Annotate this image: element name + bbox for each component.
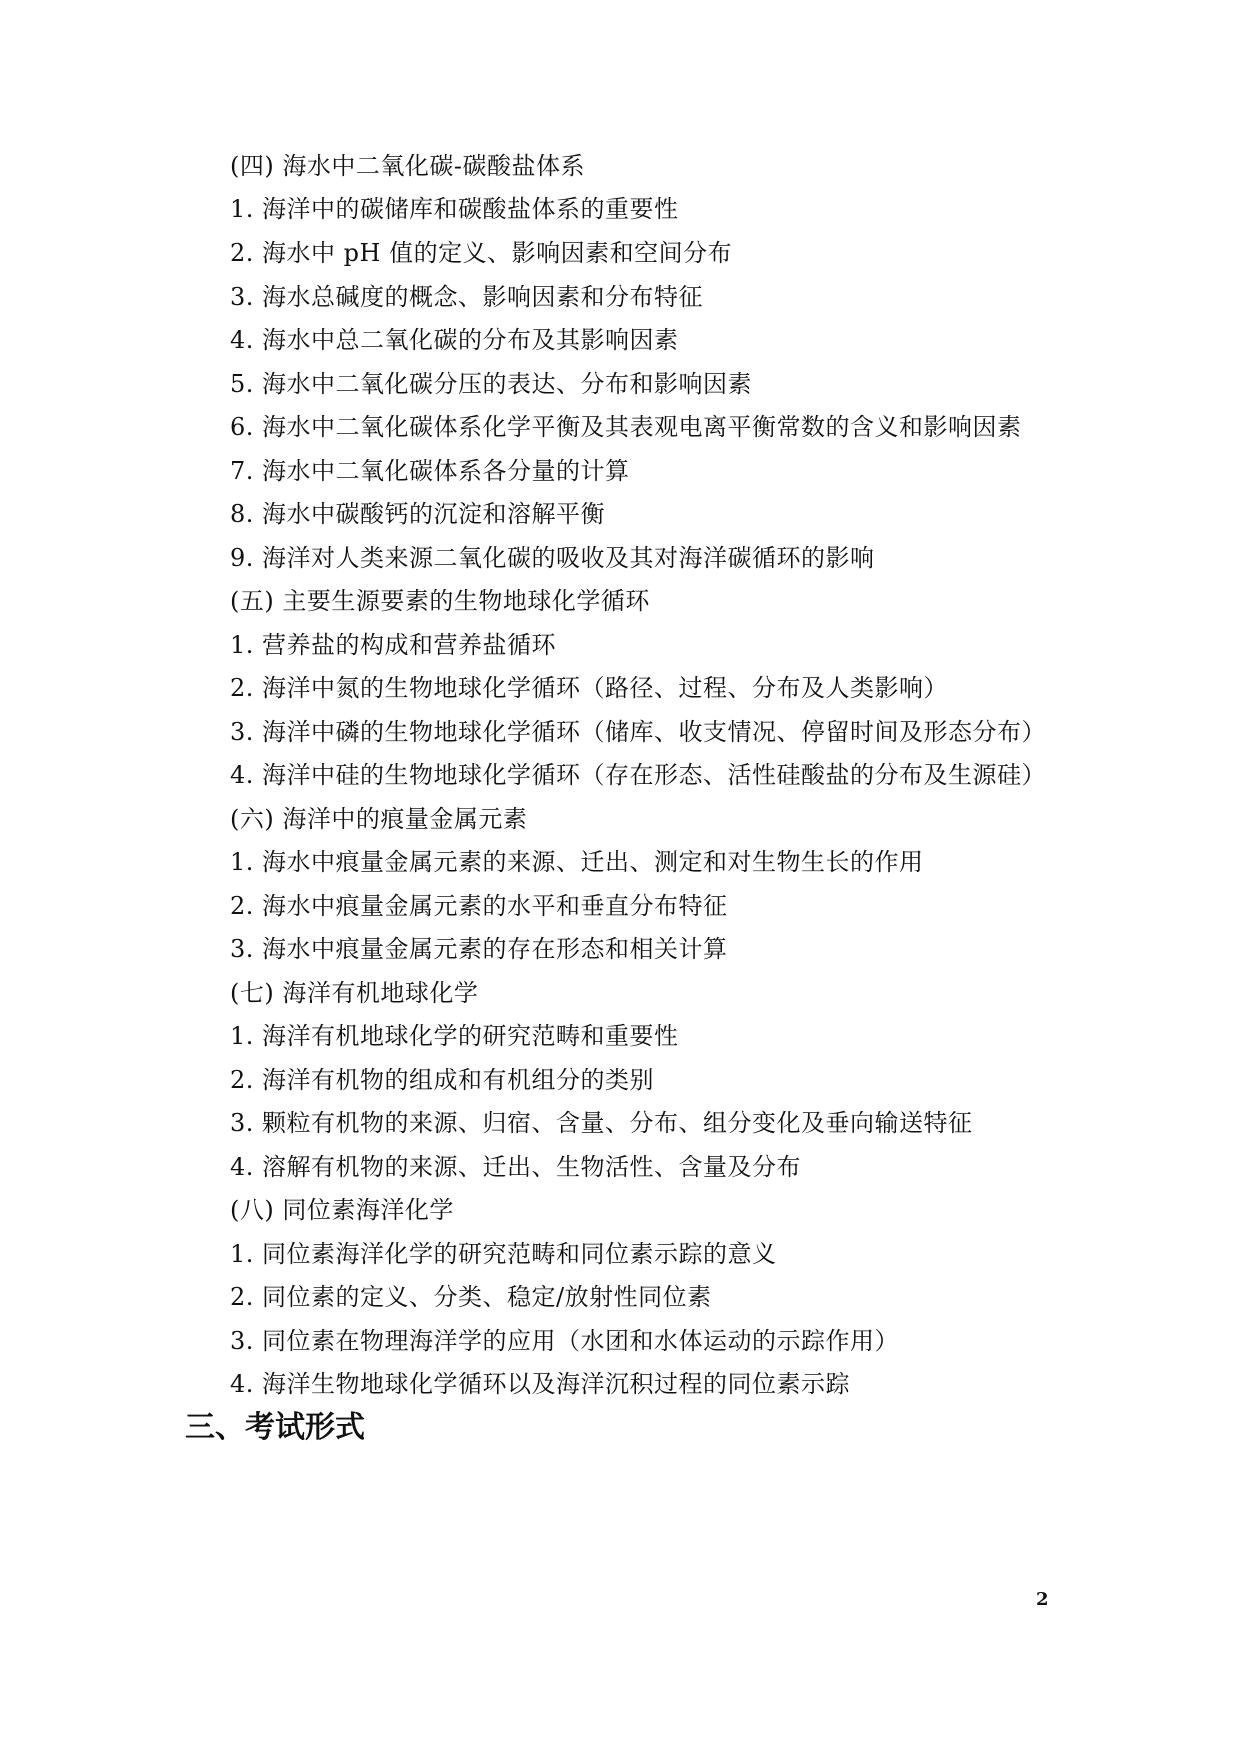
list-item: 1. 营养盐的构成和营养盐循环 bbox=[230, 631, 557, 659]
list-item: 3. 海水总碱度的概念、影响因素和分布特征 bbox=[230, 283, 704, 311]
list-item: 3. 颗粒有机物的来源、归宿、含量、分布、组分变化及垂向输送特征 bbox=[230, 1109, 973, 1137]
section-title-6: (六) 海洋中的痕量金属元素 bbox=[230, 805, 528, 833]
list-item: 1. 同位素海洋化学的研究范畴和同位素示踪的意义 bbox=[230, 1240, 777, 1268]
list-item: 4. 海洋生物地球化学循环以及海洋沉积过程的同位素示踪 bbox=[230, 1370, 851, 1398]
list-item: 4. 海水中总二氧化碳的分布及其影响因素 bbox=[230, 326, 679, 354]
list-item: 4. 溶解有机物的来源、迁出、生物活性、含量及分布 bbox=[230, 1153, 802, 1181]
list-item: 2. 海洋有机物的组成和有机组分的类别 bbox=[230, 1066, 655, 1094]
list-item: 4. 海洋中硅的生物地球化学循环（存在形态、活性硅酸盐的分布及生源硅） bbox=[230, 761, 1047, 789]
list-item: 2. 海水中 pH 值的定义、影响因素和空间分布 bbox=[230, 239, 733, 267]
list-item: 5. 海水中二氧化碳分压的表达、分布和影响因素 bbox=[230, 370, 753, 398]
list-item: 1. 海洋有机地球化学的研究范畴和重要性 bbox=[230, 1022, 679, 1050]
list-item: 2. 同位素的定义、分类、稳定/放射性同位素 bbox=[230, 1283, 712, 1311]
list-item: 1. 海洋中的碳储库和碳酸盐体系的重要性 bbox=[230, 195, 679, 223]
section-heading-exam-format: 三、考试形式 bbox=[185, 1410, 365, 1445]
list-item: 2. 海水中痕量金属元素的水平和垂直分布特征 bbox=[230, 892, 728, 920]
list-item: 1. 海水中痕量金属元素的来源、迁出、测定和对生物生长的作用 bbox=[230, 848, 924, 876]
list-item: 9. 海洋对人类来源二氧化碳的吸收及其对海洋碳循环的影响 bbox=[230, 544, 875, 572]
section-title-8: (八) 同位素海洋化学 bbox=[230, 1196, 454, 1224]
list-item: 7. 海水中二氧化碳体系各分量的计算 bbox=[230, 457, 630, 485]
list-item: 6. 海水中二氧化碳体系化学平衡及其表观电离平衡常数的含义和影响因素 bbox=[230, 413, 1022, 441]
list-item: 2. 海洋中氮的生物地球化学循环（路径、过程、分布及人类影响） bbox=[230, 674, 949, 702]
page-number: 2 bbox=[1036, 1589, 1049, 1610]
section-title-7: (七) 海洋有机地球化学 bbox=[230, 979, 479, 1007]
list-item: 3. 同位素在物理海洋学的应用（水团和水体运动的示踪作用） bbox=[230, 1327, 900, 1355]
section-title-4: (四) 海水中二氧化碳-碳酸盐体系 bbox=[230, 152, 585, 180]
list-item: 8. 海水中碳酸钙的沉淀和溶解平衡 bbox=[230, 500, 606, 528]
section-title-5: (五) 主要生源要素的生物地球化学循环 bbox=[230, 587, 650, 615]
list-item: 3. 海洋中磷的生物地球化学循环（储库、收支情况、停留时间及形态分布） bbox=[230, 718, 1047, 746]
list-item: 3. 海水中痕量金属元素的存在形态和相关计算 bbox=[230, 935, 728, 963]
